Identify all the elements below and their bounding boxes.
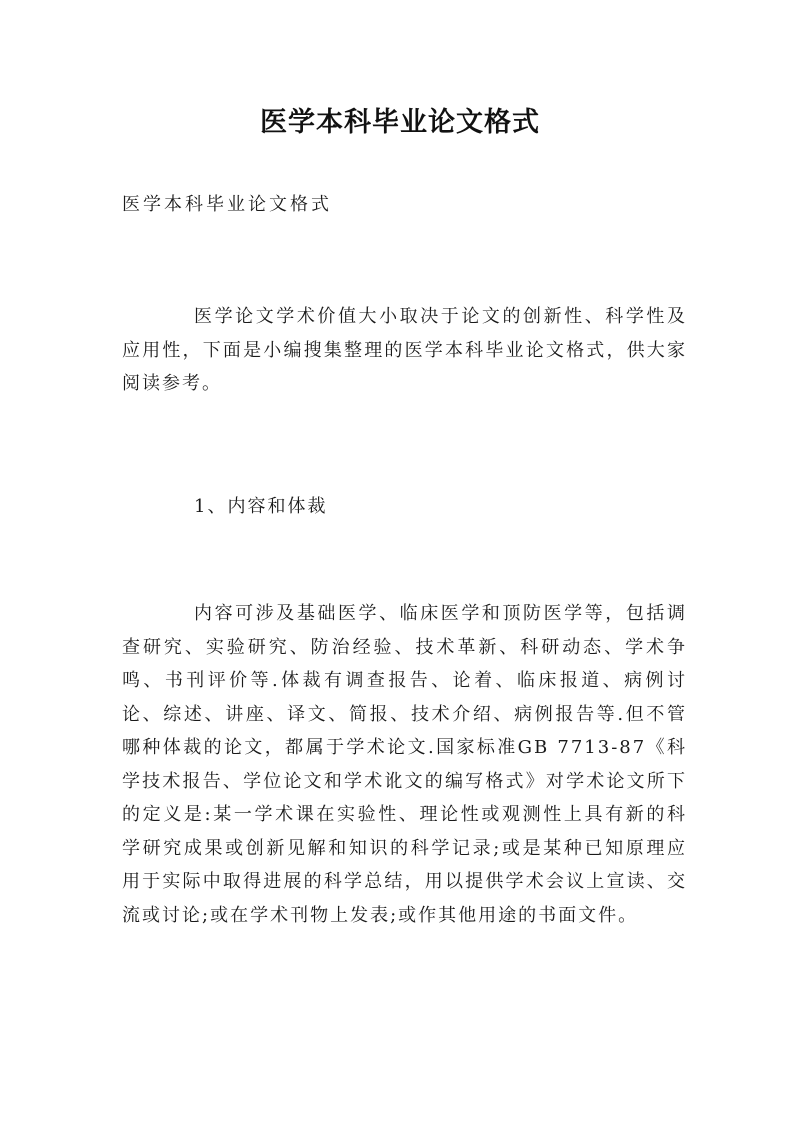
intro-paragraph: 医学论文学术价值大小取决于论文的创新性、科学性及应用性，下面是小编搜集整理的医学本科毕业论文格式，供大家阅读参考。 <box>122 306 687 394</box>
section-body-paragraph: 内容可涉及基础医学、临床医学和顶防医学等，包括调查研究、实验研究、防治经验、技术革新、科研动态、学术争鸣、书刊评价等.体裁有调查报告、论着、临床报道、病例讨论、综述、讲座、译文、简报、技术介绍、病例报告等.但不管哪种体裁的论文，都属于学术论文.国家标准GB 7713-87《科学技术报告、学位论文和学术讹文的编写格式》对学术论文所下的定义是:某一学术课在实验性、理论性或观测性上具有新的科学研究成果或创新见解和知识的科学记录;或是某种已知原理应用于实际中取得进展的科学总结，用以提供学术会议上宣读、交流或讨论;或在学术刊物上发表;或作其他用途的书面文件。 <box>122 603 687 926</box>
document-title: 医学本科毕业论文格式 <box>260 107 540 138</box>
document-subtitle: 医学本科毕业论文格式 <box>122 194 332 215</box>
section-heading: 1、内容和体裁 <box>194 496 328 517</box>
